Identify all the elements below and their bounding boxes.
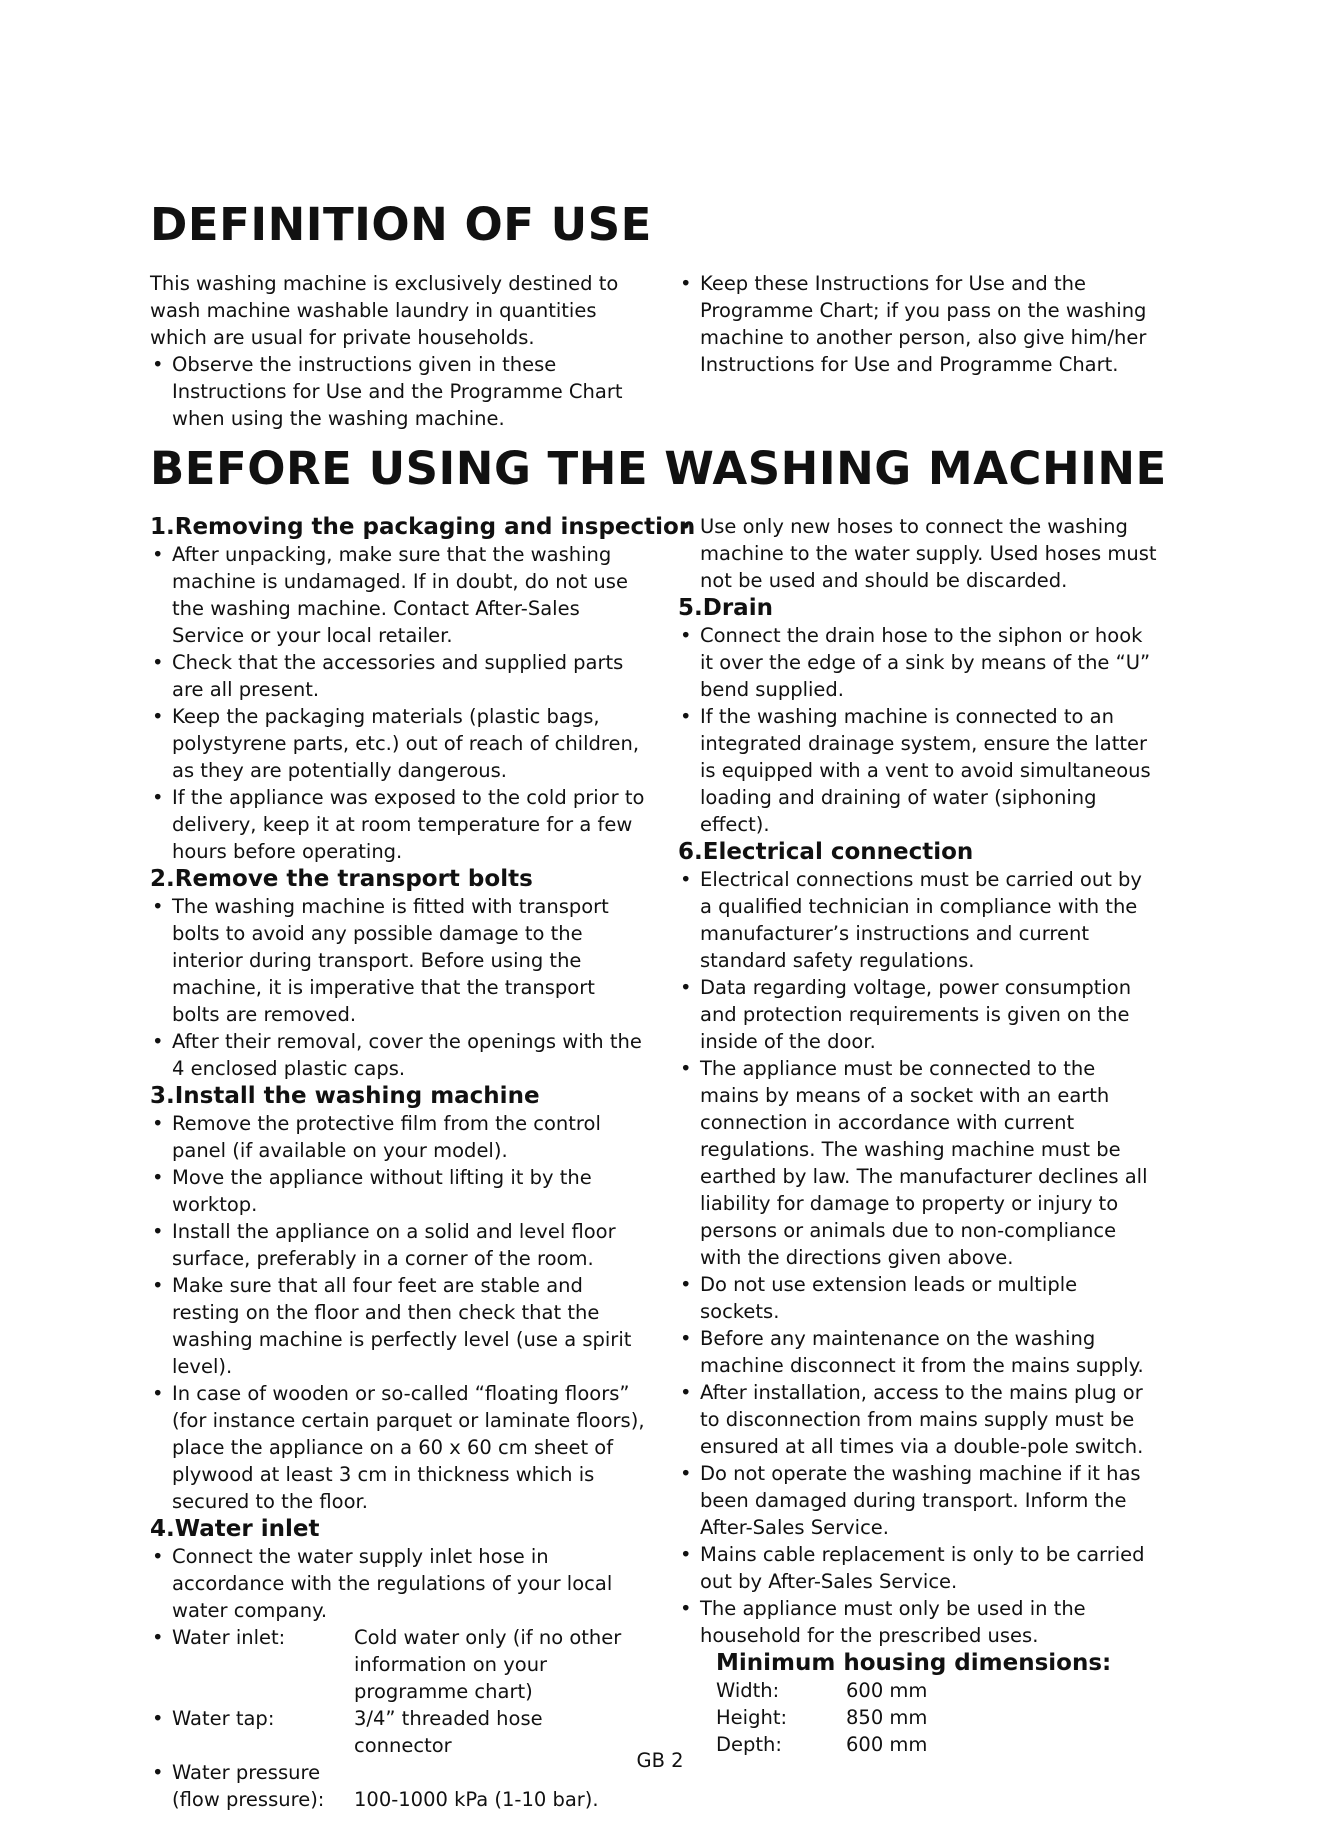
list-item: • After installation, access to the mains plug or to disconnection from mains supply must be ensured at all times via a double-pole switch.: [678, 1379, 1158, 1460]
list-item: • Use only new hoses to connect the washing machine to the water supply. Used hoses must not be used and should be discarded.: [678, 513, 1158, 594]
dimension-row: [716, 1677, 1158, 1704]
section-heading-packaging: 1.Removing the packaging and inspection: [150, 514, 696, 540]
list-item: • Observe the instructions given in these Instructions for Use and the Programme Chart when using the washing machine.: [150, 351, 650, 432]
dimension-label: Depth:: [716, 1733, 782, 1756]
list-item: • Keep these Instructions for Use and the Programme Chart; if you pass on the washing machine to another person, also give him/her Instructions for Use and Programme Chart.: [678, 270, 1158, 378]
list-item: • Connect the drain hose to the siphon or hook it over the edge of a sink by means of the “U” bend supplied.: [678, 622, 1158, 703]
list-item: • If the washing machine is connected to an integrated drainage system, ensure the latter is equipped with a vent to avoid simultaneous loading and draining of water (siphoning effect).: [678, 703, 1158, 838]
water-inlet-list: [150, 1543, 646, 1624]
list-item: • After unpacking, make sure that the washing machine is undamaged. If in doubt, do not use the washing machine. Contact After-Sales Service or your local retailer.: [150, 541, 646, 649]
dimension-value: 850 mm: [846, 1706, 928, 1729]
packaging-list: [150, 541, 646, 865]
spec-label: • Water tap:: [150, 1705, 354, 1759]
list-item: • Move the appliance without lifting it by the worktop.: [150, 1164, 646, 1218]
list-item: • Data regarding voltage, power consumption and protection requirements is given on the inside of the door.: [678, 974, 1158, 1055]
housing-dimensions: [716, 1649, 1158, 1758]
list-item: • Do not use extension leads or multiple sockets.: [678, 1271, 1158, 1325]
list-item: • Do not operate the washing machine if it has been damaged during transport. Inform the After-Sales Service.: [678, 1460, 1158, 1541]
spec-value: 100-1000 kPa (1-10 bar).: [354, 1788, 599, 1811]
electrical-list: [678, 866, 1158, 1649]
list-item: • Check that the accessories and supplied parts are all present.: [150, 649, 646, 703]
definition-right-list: [678, 270, 1158, 378]
definition-left-list: [150, 351, 650, 432]
install-list: [150, 1110, 646, 1515]
list-item: • The washing machine is fitted with transport bolts to avoid any possible damage to the interior during transport. Before using the machine, it is imperative that the transport bolts are removed.: [150, 893, 646, 1028]
list-item: • Connect the water supply inlet hose in accordance with the regulations of your local water company.: [150, 1543, 646, 1624]
section-heading-water-inlet: 4.Water inlet: [150, 1516, 320, 1542]
drain-list: [678, 622, 1158, 838]
spec-value: 3/4” threaded hose connector: [354, 1707, 543, 1757]
housing-dimensions-heading: Minimum housing dimensions:: [716, 1650, 1112, 1676]
definition-title: DEFINITION OF USE: [150, 198, 652, 251]
list-item: • Keep the packaging materials (plastic bags, polystyrene parts, etc.) out of reach of children, as they are potentially dangerous.: [150, 703, 646, 784]
section-heading-drain: 5.Drain: [678, 595, 773, 621]
water-inlet-continued-list: [678, 513, 1158, 594]
section-heading-electrical: 6.Electrical connection: [678, 839, 974, 865]
list-item: • Before any maintenance on the washing machine disconnect it from the mains supply.: [678, 1325, 1158, 1379]
spec-label: • Water inlet:: [150, 1624, 354, 1705]
list-item: • The appliance must only be used in the household for the prescribed uses.: [678, 1595, 1158, 1649]
before-title: BEFORE USING THE WASHING MACHINE: [150, 442, 1167, 495]
water-specs: [150, 1624, 646, 1813]
list-item: • After their removal, cover the openings with the 4 enclosed plastic caps.: [150, 1028, 646, 1082]
list-item: • Electrical connections must be carried out by a qualified technician in compliance with the manufacturer’s instructions and current standard safety regulations.: [678, 866, 1158, 974]
list-item: • Remove the protective film from the control panel (if available on your model).: [150, 1110, 646, 1164]
definition-right-column: [678, 270, 1158, 378]
list-item: • The appliance must be connected to the mains by means of a socket with an earth connection in accordance with current regulations. The washing machine must be earthed by law. The manufacturer declines all liability for damage to property or injury to persons or animals due to non-compliance with the directions given above.: [678, 1055, 1158, 1271]
before-right-column: [678, 513, 1158, 1758]
dimension-label: Width:: [716, 1679, 780, 1702]
dimension-row: [716, 1704, 1158, 1731]
dimension-label: Height:: [716, 1706, 788, 1729]
dimension-value: 600 mm: [846, 1733, 928, 1756]
definition-intro: This washing machine is exclusively destined to wash machine washable laundry in quantities which are usual for private households.: [150, 272, 619, 349]
section-heading-install: 3.Install the washing machine: [150, 1083, 540, 1109]
list-item: • If the appliance was exposed to the cold prior to delivery, keep it at room temperature for a few hours before operating.: [150, 784, 646, 865]
dimension-value: 600 mm: [846, 1679, 928, 1702]
spec-label: • Water pressure (flow pressure):: [150, 1759, 342, 1813]
section-heading-transport-bolts: 2.Remove the transport bolts: [150, 866, 533, 892]
spec-value: Cold water only (if no other information on your programme chart): [354, 1626, 622, 1703]
page-number: GB 2: [636, 1749, 684, 1772]
list-item: • Mains cable replacement is only to be carried out by After-Sales Service.: [678, 1541, 1158, 1595]
list-item: • In case of wooden or so-called “floating floors” (for instance certain parquet or laminate floors), place the appliance on a 60 x 60 cm sheet of plywood at least 3 cm in thickness which is secured to the floor.: [150, 1380, 646, 1515]
list-item: • Make sure that all four feet are stable and resting on the floor and then check that the washing machine is perfectly level (use a spirit level).: [150, 1272, 646, 1380]
definition-left-column: [150, 270, 650, 432]
transport-bolts-list: [150, 893, 646, 1082]
list-item: • Install the appliance on a solid and level floor surface, preferably in a corner of the room.: [150, 1218, 646, 1272]
